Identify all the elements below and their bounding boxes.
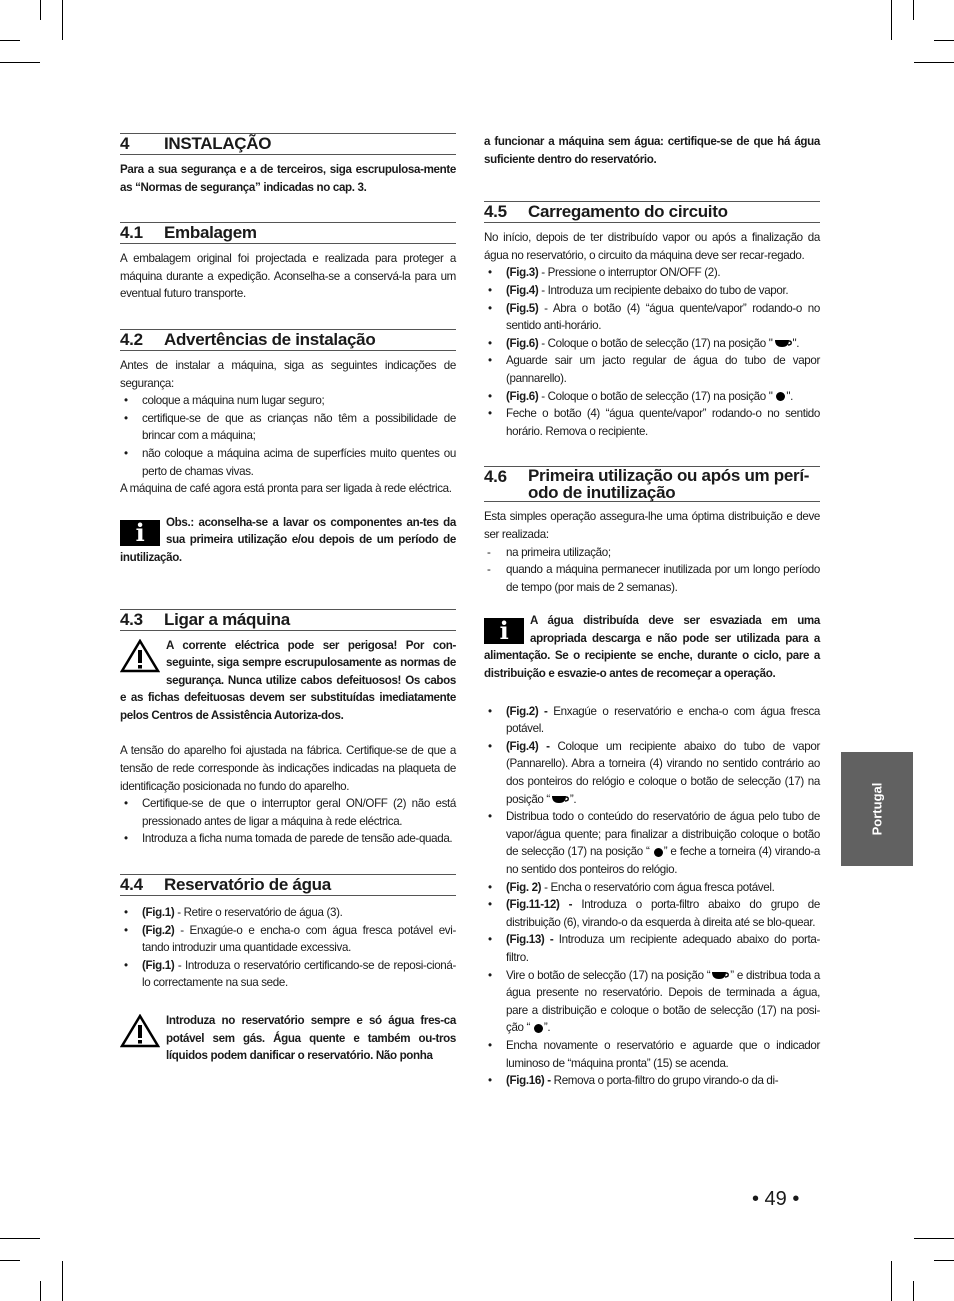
crop-mark (891, 0, 892, 40)
section-heading: 4.4 Reservatório de água (120, 874, 456, 896)
crop-mark (934, 40, 954, 41)
list-item: • (Fig.1) - Introduza o reservatório certificando-se de reposi-cioná-lo correctamente na sua sede. (120, 957, 456, 992)
crop-mark (0, 1238, 40, 1239)
list-item: • Distribua todo o conteúdo do reservatório de água pelo tubo de vapor/água quente; para finalizar a distribuição coloque o botão de selecção (17) na posição “ ” e feche a torneira (4) virando-a no sentido dos ponteiros do relógio. (484, 808, 820, 878)
paragraph: A máquina de café agora está pronta para ser ligada à rede eléctrica. (120, 482, 452, 496)
list-item: • Introduza a ficha numa tomada de parede de tensão ade-quada. (120, 830, 456, 848)
list-item: • não coloque a máquina acima de superfícies muito quentes ou perto de chamas vivas. (120, 445, 456, 480)
bullet-list (120, 392, 456, 480)
section-heading: 4.3 Ligar a máquina (120, 609, 456, 631)
list-item: • (Fig.11-12) - Introduza o porta-filtro abaixo do grupo de distribuição (6), virando-o da esquerda à direita até se blo-quear. (484, 896, 820, 931)
info-note: i A água distribuída deve ser esvaziada em uma apropriada descarga e não pode ser utilizada para a alimentação. Se o recipiente se enche, durante o ciclo, pare a distribuição e esvazie-o antes de recomeçar a operação. (484, 614, 820, 681)
list-item: • (Fig.1) - Retire o reservatório de água (3). (120, 904, 456, 922)
intro-text: Para a sua segurança e a de terceiros, siga escrupulosa-mente as “Normas de segurança” indicadas no cap. 3. (120, 163, 456, 194)
dot-icon (653, 847, 664, 858)
list-item: • (Fig.6) - Coloque o botão de selecção (17) na posição " ". (484, 335, 820, 353)
crop-mark (0, 62, 40, 63)
cup-icon (710, 970, 730, 981)
paragraph: A tensão do aparelho foi ajustada na fábrica. Certifique-se de que a tensão de rede corresponde às indicações indicadas na plaqueta de identificação posicionada no fundo do aparelho. (120, 744, 456, 793)
crop-mark (934, 1260, 954, 1261)
warning-continuation: a funcionar a máquina sem água: certifique-se de que há água suficiente dentro do reservatório. (484, 135, 820, 166)
list-item: • (Fig.4) - Introduza um recipiente debaixo do tubo de vapor. (484, 282, 820, 300)
crop-mark (0, 40, 20, 41)
crop-mark (40, 1281, 41, 1301)
list-item: • (Fig.2) - Enxagúe o reservatório e encha-o com água fresca potável. (484, 703, 820, 738)
cup-icon (550, 794, 570, 805)
paragraph: Antes de instalar a máquina, siga as seguintes indicações de segurança: (120, 358, 456, 390)
crop-mark (62, 1261, 63, 1301)
cup-icon (773, 338, 793, 349)
page-number: • 49 • (752, 1188, 800, 1210)
bullet-list (120, 795, 456, 848)
info-icon: i (120, 520, 160, 546)
warning-icon (120, 1014, 160, 1048)
warning-note: Introduza no reservatório sempre e só água fres-ca potável sem gás. Água quente e também ou-tros líquidos podem danificar o reservatório. Não ponha (120, 1012, 456, 1065)
list-item: • (Fig.6) - Coloque o botão de selecção (17) na posição " ". (484, 388, 820, 406)
paragraph: No início, depois de ter distribuído vapor ou após a finalização da água no reservatório, o circuito da máquina deve ser recar-regado. (484, 231, 820, 262)
list-item: • (Fig.3) - Pressione o interruptor ON/OFF (2). (484, 264, 820, 282)
info-note: i Obs.: aconselha-se a lavar os componentes an-tes da sua primeira utilização e/ou depois de um período de inutilização. (120, 515, 456, 564)
list-item: • (Fig.2) - Enxagúe-o e encha-o com água fresca potável evi-tando introduzir uma quantidade excessiva. (120, 922, 456, 957)
crop-mark (891, 1261, 892, 1301)
crop-mark (62, 0, 63, 40)
list-item: • (Fig.5) - Abra o botão (4) “água quente/vapor” rodando-o no sentido anti-horário. (484, 300, 820, 335)
bullet-list (484, 703, 820, 1090)
list-item: • Vire o botão de selecção (17) na posição “ ” e distribua toda a água presente no reservatório. Depois de terminada a água, pare a distribuição e coloque o botão de selecção (17) na posi-ção “ ”. (484, 967, 820, 1037)
crop-mark (913, 0, 914, 20)
dot-icon (533, 1023, 544, 1034)
crop-mark (0, 1260, 20, 1261)
warning-note: A corrente eléctrica pode ser perigosa! Por con-seguinte, siga sempre escrupulosamente as normas de segurança. Nunca utilize cabos defeituosos! Os cabos e as fichas defeituosas devem ser substituídas imediatamente pelos Centros de Assistência Autoriza-dos. (120, 638, 456, 722)
section-heading: 4.1 Embalagem (120, 222, 456, 244)
list-item: • Feche o botão (4) “água quente/vapor” rodando-o no sentido horário. Remova o recipiente. (484, 405, 820, 440)
list-item: • coloque a máquina num lugar seguro; (120, 392, 456, 410)
list-item: • certifique-se de que as crianças não têm a possibilidade de brincar com a máquina; (120, 410, 456, 445)
bullet-list (484, 264, 820, 440)
section-heading: 4.6 Primeira utilização ou após um perí-odo de inutilização (484, 466, 820, 502)
list-item: • Aguarde sair um jacto regular de água do tubo de vapor (pannarello). (484, 352, 820, 387)
list-item: • Certifique-se de que o interruptor geral ON/OFF (2) não está pressionado antes de ligar a máquina à rede eléctrica. (120, 795, 456, 830)
dash-list (484, 544, 820, 597)
left-column (120, 133, 456, 1065)
list-item: • (Fig.4) - Coloque um recipiente abaixo do tubo de vapor (Pannarello). Abra a torneira (4) virando no sentido contrário ao dos ponteiros do relógio e coloque o botão de selecção (17) na posição “ ”. (484, 738, 820, 808)
crop-mark (913, 1281, 914, 1301)
bullet-list (120, 904, 456, 992)
list-item: - quando a máquina permanecer inutilizada por um longo período de tempo (por mais de 2 semanas). (484, 561, 820, 596)
info-icon: i (484, 618, 524, 644)
list-item: - na primeira utilização; (484, 544, 820, 562)
paragraph: Esta simples operação assegura-lhe uma óptima distribuição e deve ser realizada: (484, 510, 820, 541)
list-item: • (Fig. 2) - Encha o reservatório com água fresca potável. (484, 879, 820, 897)
list-item: • (Fig.13) - Introduza um recipiente adequado abaixo do porta-filtro. (484, 931, 820, 966)
dot-icon (775, 391, 786, 402)
right-column (484, 133, 820, 1090)
language-tab: Portugal (841, 752, 913, 866)
crop-mark (40, 0, 41, 20)
crop-mark (914, 62, 954, 63)
warning-icon (120, 639, 160, 673)
section-heading: 4.5 Carregamento do circuito (484, 201, 820, 223)
paragraph: A embalagem original foi projectada e realizada para proteger a máquina durante a expedição. Aconselha-se a conservá-la para um eventual futuro transporte. (120, 252, 456, 301)
crop-mark (914, 1238, 954, 1239)
list-item: • (Fig.16) - Remova o porta-filtro do grupo virando-o da di- (484, 1072, 820, 1090)
section-heading: 4 INSTALAÇÃO (120, 133, 456, 155)
section-heading: 4.2 Advertências de instalação (120, 329, 456, 351)
list-item: • Encha novamente o reservatório e aguarde que o indicador luminoso de “máquina pronta” (15) se acenda. (484, 1037, 820, 1072)
